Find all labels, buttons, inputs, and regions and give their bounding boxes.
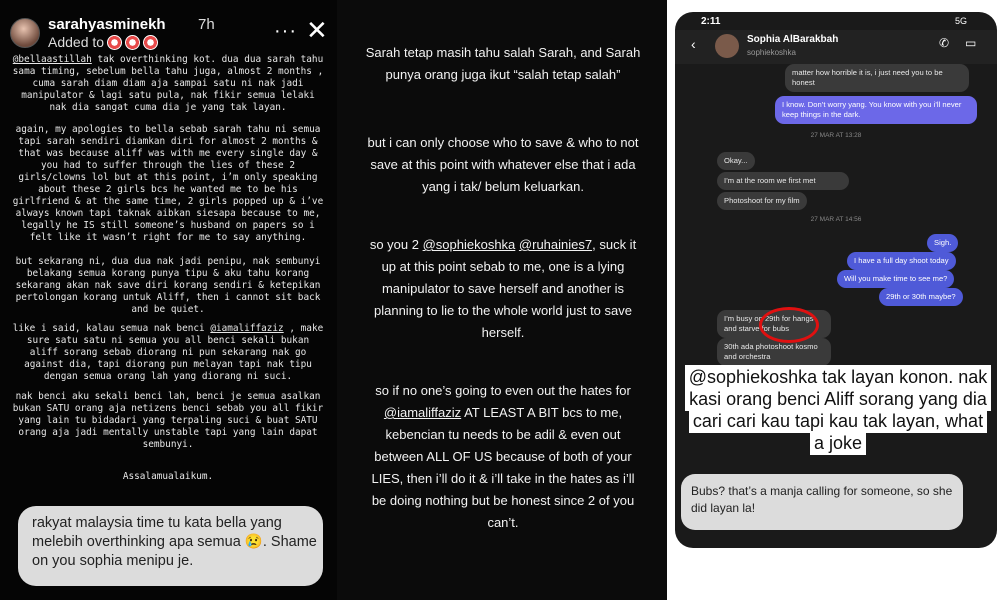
status-time: 2:11 [701, 16, 721, 27]
story-paragraph-5: nak benci aku sekali benci lah, benci je semua asalkan bukan SATU orang aja netizens benci sebab you all fikir yang lain tu bidadari yang terpaling suci & buat SATU orang aja jadi mentally unstable tapi yang lain dapat sembunyi. [12, 391, 324, 450]
story-paragraph-4: like i said, kalau semua nak benci @iamaliffaziz , make sure satu satu ni semua you all benci sekali bukan aliff sorang sebab diorang ni pun sekarang nak go against dia, tapi diorang pun melayan tapi nak tipu dengan semua orang lah yang diorang ni suci. [12, 323, 324, 382]
added-to-label: Added to [48, 34, 158, 50]
chat-message-in: 30th ada photoshoot kosmo and orchestra [717, 338, 831, 366]
close-icon[interactable]: ✕ [306, 15, 328, 45]
chat-timestamp: 27 MAR AT 14:56 [810, 216, 862, 223]
story-header [8, 14, 328, 54]
chat-message-out: Sigh. [927, 234, 958, 252]
chat-message-out: 29th or 30th maybe? [879, 288, 963, 306]
middle-paragraph-3: so you 2 @sophiekoshka @ruhainies7, suck it up at this point sebab to me, one is a lying manipulator to save herself and another is planning to lie to the whole world just to save herself. [369, 237, 637, 340]
chat-message-in: Photoshoot for my film [717, 192, 807, 210]
reply-text-right: Bubs? that’s a manja calling for someone, so she did layan la! [691, 484, 953, 515]
caption-line-4: a joke [810, 431, 866, 455]
clown-emoji-icon [125, 35, 140, 50]
chat-handle: sophiekoshka [747, 48, 796, 57]
screenshot-panel-right [667, 0, 1000, 600]
clown-emoji-icon [107, 35, 122, 50]
story-panel-middle [337, 0, 667, 600]
reply-bubble-right [681, 474, 963, 530]
reply-text: rakyat malaysia time tu kata bella yang melebih overthinking apa semua 😢. Shame on you sophia menipu je. [32, 515, 317, 569]
red-highlight-circle [759, 307, 819, 343]
chat-message-in: matter how horrible it is, i just need you to be honest [785, 64, 969, 92]
back-arrow-icon[interactable]: ‹ [691, 36, 696, 52]
chat-message-out: I have a full day shoot today [847, 252, 956, 270]
middle-paragraph-4: so if no one’s going to even out the hates for @iamaliffaziz AT LEAST A BIT bcs to me, kebencian tu needs to be adil & even out between ALL OF US because of both of your LIES, then i’ll do it & i’ll take in the hates as i’ll be doing nothing but be honest since 2 of you can’t. [371, 383, 635, 530]
story-panel-left [0, 0, 337, 600]
chat-message-out: Will you make time to see me? [837, 270, 954, 288]
clown-emoji-icon [143, 35, 158, 50]
video-call-icon[interactable]: ▭ [965, 36, 977, 50]
status-signal: 5G [954, 16, 967, 26]
story-paragraph-1: @bellaastillah tak overthinking kot. dua dua sarah tahu sama timing, sebelum bella tahu juga, almost 2 months , cuma sarah diam diam aja sampai satu ni nak jadi manipulator & lagi satu pula, nak fikir semua lelaki nak dia sangat cuma dia je yang tak layan. [12, 54, 324, 113]
chat-message-in: Okay... [717, 152, 755, 170]
more-options-icon[interactable]: ··· [274, 20, 297, 42]
mention-ruhainies7[interactable]: @ruhainies7 [518, 237, 593, 252]
mention-bellaastillah[interactable]: @bellaastillah [12, 54, 92, 65]
caption-line-2: kasi orang benci Aliff sorang yang dia [685, 387, 991, 411]
caption-line-1: @sophiekoshka tak layan konon. nak [685, 365, 991, 389]
phone-screenshot [675, 12, 997, 548]
chat-timestamp: 27 MAR AT 13:28 [810, 132, 862, 139]
mention-iamaliffaziz[interactable]: @iamaliffaziz [210, 323, 284, 334]
phone-call-icon[interactable]: ✆ [939, 36, 950, 50]
post-time: 7h [198, 16, 215, 33]
chat-name[interactable]: Sophia AlBarakbah [747, 34, 839, 45]
caption-line-3: cari cari kau tapi kau tak layan, what [689, 409, 987, 433]
chat-message-in: I’m busy on 29th for hangs and starve for bubs [717, 310, 831, 338]
story-paragraph-2: again, my apologies to bella sebab sarah tahu ni semua tapi sarah sendiri diamkan diri for almost 2 months & that was because aliff was with me every single day & you had to suffer through the lies of these 2 girls/clowns lol but at this point, i’m only speaking about these 2 girls bcs he wanted me to be his girlfriend & at the same time, 2 girls popped up & i’ve always known tapi taknak aibkan siesapa because to me, legally he IS still someone’s husband on papers so i felt like it wasn’t right for me to say anything. [12, 124, 324, 243]
story-sign-off: Assalamualaikum. [122, 471, 214, 482]
chat-avatar [715, 34, 739, 58]
middle-paragraph-2: but i can only choose who to save & who to not save at this point with whatever else that i ada yang i tak/ belum keluarkan. [367, 135, 639, 194]
middle-paragraph-1: Sarah tetap masih tahu salah Sarah, and Sarah punya orang juga ikut “salah tetap salah” [365, 45, 641, 82]
chat-message-in: I’m at the room we first met [717, 172, 849, 190]
story-paragraph-3: but sekarang ni, dua dua nak jadi penipu, nak sembunyi belakang semua korang punya tipu & aku tahu korang sekarang akan nak save diri korang sendiri & ketepikan pertolongan korang untuk Aliff, then i cannot sit back and be quiet. [15, 256, 321, 315]
username[interactable]: sarahyasminekh [48, 16, 166, 33]
chat-header [675, 30, 997, 64]
mention-iamaliffaziz-2[interactable]: @iamaliffaziz [383, 405, 462, 420]
caption-block [677, 366, 999, 454]
chat-message-out: I know. Don’t worry yang. You know with you i’ll never keep things in the dark. [775, 96, 977, 124]
reply-bubble [18, 506, 323, 586]
avatar[interactable] [10, 18, 40, 48]
mention-sophiekoshka[interactable]: @sophiekoshka [422, 237, 516, 252]
